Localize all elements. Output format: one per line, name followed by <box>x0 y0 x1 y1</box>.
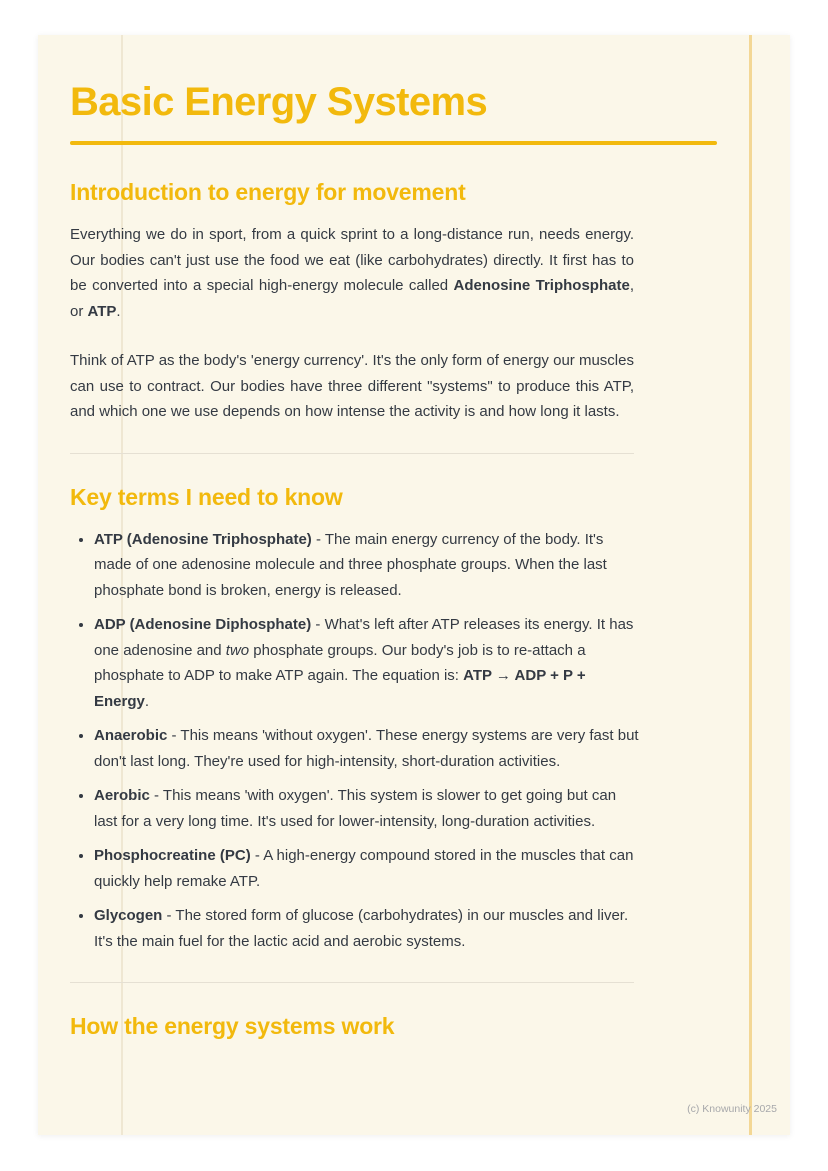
list-item-glycogen: • Glycogen - The stored form of glucose (carbohydrates) in our muscles and liver. It's the main fuel for the lactic acid and aerobic systems. <box>94 903 642 954</box>
section-heading-key-terms: Key terms I need to know <box>70 483 343 510</box>
page-title: Basic Energy Systems <box>70 80 488 124</box>
list-item-aerobic: • Aerobic - This means 'with oxygen'. This system is slower to get going but can last for a very long time. It's used for lower-intensity, long-duration activities. <box>94 783 642 834</box>
section-divider <box>70 453 634 454</box>
section-heading-how: How the energy systems work <box>70 1013 395 1039</box>
notebook-page <box>38 35 790 1135</box>
section-heading-intro: Introduction to energy for movement <box>70 179 466 205</box>
key-terms-list <box>70 527 642 955</box>
intro-paragraph-1: Everything we do in sport, from a quick sprint to a long-distance run, needs energy. Our bodies can't just use the food we eat (like carbohydrates) directly. It first has to be converted into a special high-energy molecule called Adenosine Triphosphate, or ATP. <box>70 226 634 320</box>
list-item-adp: • ADP (Adenosine Diphosphate) - What's left after ATP releases its energy. It has one adenosine and two phosphate groups. Our body's job is to re-attach a phosphate to ADP to make ATP again. The equation is: ATP → ADP + P + Energy. <box>94 612 642 714</box>
list-item-phosphocreatine: • Phosphocreatine (PC) - A high-energy compound stored in the muscles that can quickly help remake ATP. <box>94 843 642 894</box>
section-divider <box>70 982 634 983</box>
list-item-anaerobic: • Anaerobic - This means 'without oxygen'. These energy systems are very fast but don't last long. They're used for high-intensity, short-duration activities. <box>94 723 642 774</box>
watermark-text: (c) Knowunity 2025 <box>687 1103 777 1115</box>
page-content <box>38 35 790 1040</box>
list-item-atp: • ATP (Adenosine Triphosphate) - The main energy currency of the body. It's made of one adenosine molecule and three phosphate groups. When the last phosphate bond is broken, energy is released. <box>94 527 642 604</box>
title-underline <box>70 141 717 145</box>
intro-paragraph-2: Think of ATP as the body's 'energy currency'. It's the only form of energy our muscles can use to contract. Our bodies have three different "systems" to produce this ATP, and which one we use depends on how intense the activity is and how long it lasts. <box>70 352 634 420</box>
